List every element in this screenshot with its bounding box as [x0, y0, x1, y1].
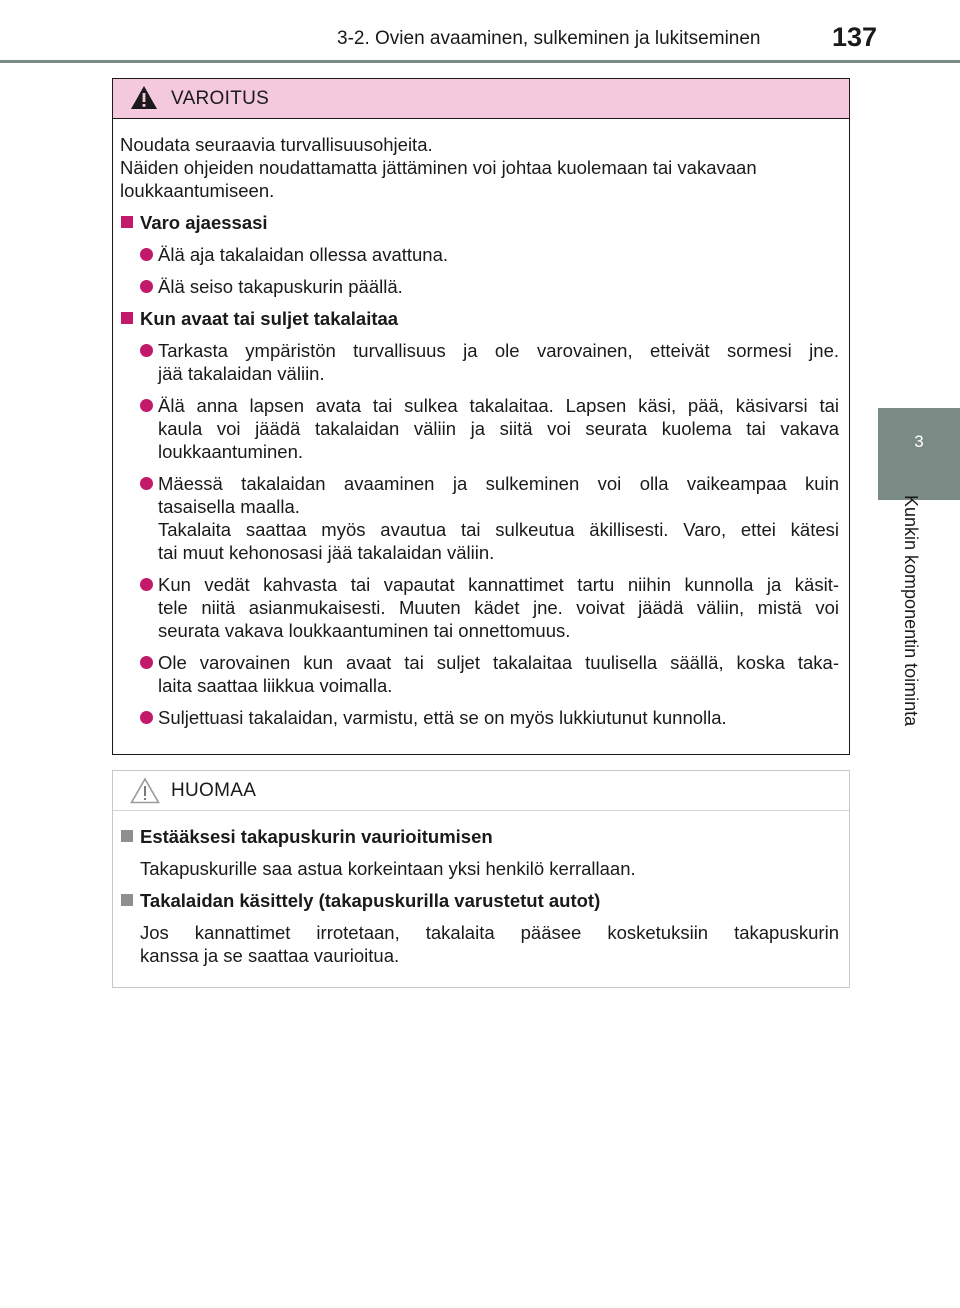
warning-triangle-icon	[130, 85, 158, 110]
intro-line: Noudata seuraavia turvallisuusohjeita.	[120, 134, 433, 155]
chapter-number: 3	[914, 432, 924, 451]
note-body	[113, 811, 849, 967]
page-number: 137	[832, 22, 878, 52]
section-heading: Varo ajaessasi	[120, 211, 839, 234]
bullet-item: Älä seiso takapuskurin päällä.	[120, 275, 839, 298]
bullet-item: Suljettuasi takalaidan, varmistu, että se on myös lukkiutunut kunnolla.	[120, 706, 839, 729]
section-heading: Takalaidan käsittely (takapuskurilla varustetut autot)	[120, 889, 839, 912]
note-text: Jos kannattimet irrotetaan, takalaita pääsee kosketuksiin takapuskurin kanssa ja se saattaa vaurioitua.	[140, 922, 839, 966]
bullet-item: Älä aja takalaidan ollessa avattuna.	[120, 243, 839, 266]
warning-box	[112, 78, 850, 755]
chapter-title: Kunkin komponentin toiminta	[901, 495, 921, 727]
round-bullet-icon	[140, 711, 153, 724]
square-bullet-icon	[121, 830, 133, 842]
square-bullet-icon	[121, 312, 133, 324]
round-bullet-icon	[140, 344, 153, 357]
note-label: HUOMAA	[171, 780, 257, 801]
header-title: 3-2. Ovien avaaminen, sulkeminen ja lukitseminen	[337, 28, 761, 49]
round-bullet-icon	[140, 280, 153, 293]
intro-line: loukkaantumiseen.	[120, 180, 275, 201]
square-bullet-icon	[121, 894, 133, 906]
bullet-item: Tarkasta ympäristön turvallisuus ja ole varovainen, etteivät sormesi jne. jää takalaidan väliin.	[120, 339, 839, 385]
intro-line: Näiden ohjeiden noudattamatta jättäminen voi johtaa kuolemaan tai vakavaan	[120, 157, 757, 178]
header-rule	[0, 60, 960, 63]
bullet-item: Ole varovainen kun avaat tai suljet takalaitaa tuulisella säällä, koska taka- laita saattaa liikkua voimalla.	[120, 651, 839, 697]
note-box	[112, 770, 850, 988]
round-bullet-icon	[140, 578, 153, 591]
round-bullet-icon	[140, 477, 153, 490]
warning-body	[113, 119, 849, 729]
caution-triangle-icon	[130, 777, 160, 804]
square-bullet-icon	[121, 216, 133, 228]
warning-label: VAROITUS	[171, 88, 270, 109]
note-header	[113, 771, 849, 811]
section-heading: Estääksesi takapuskurin vaurioitumisen	[120, 825, 839, 848]
section-heading: Kun avaat tai suljet takalaitaa	[120, 307, 839, 330]
round-bullet-icon	[140, 656, 153, 669]
note-text: Takapuskurille saa astua korkeintaan yksi henkilö kerrallaan.	[140, 858, 636, 879]
round-bullet-icon	[140, 248, 153, 261]
chapter-tab	[878, 408, 960, 500]
bullet-item: Mäessä takalaidan avaaminen ja sulkeminen voi olla vaikeampaa kuin tasaisella maalla. Takalaita saattaa myös avautua tai sulkeutua äkillisesti. Varo, ettei kätesi tai muut kehonosasi jää takalaidan väliin.	[120, 472, 839, 564]
bullet-item: Älä anna lapsen avata tai sulkea takalaitaa. Lapsen käsi, pää, käsivarsi tai kaula voi jäädä takalaidan väliin ja siitä voi seurata kuolema tai vakava loukkaantuminen.	[120, 394, 839, 463]
warning-header	[113, 79, 849, 119]
warning-intro	[120, 133, 839, 202]
bullet-item: Kun vedät kahvasta tai vapautat kannattimet tartu niihin kunnolla ja käsit- tele niitä asianmukaisesti. Muuten kädet jne. voivat jäädä väliin, mistä voi seurata vakava loukkaantuminen tai onnettomuus.	[120, 573, 839, 642]
round-bullet-icon	[140, 399, 153, 412]
